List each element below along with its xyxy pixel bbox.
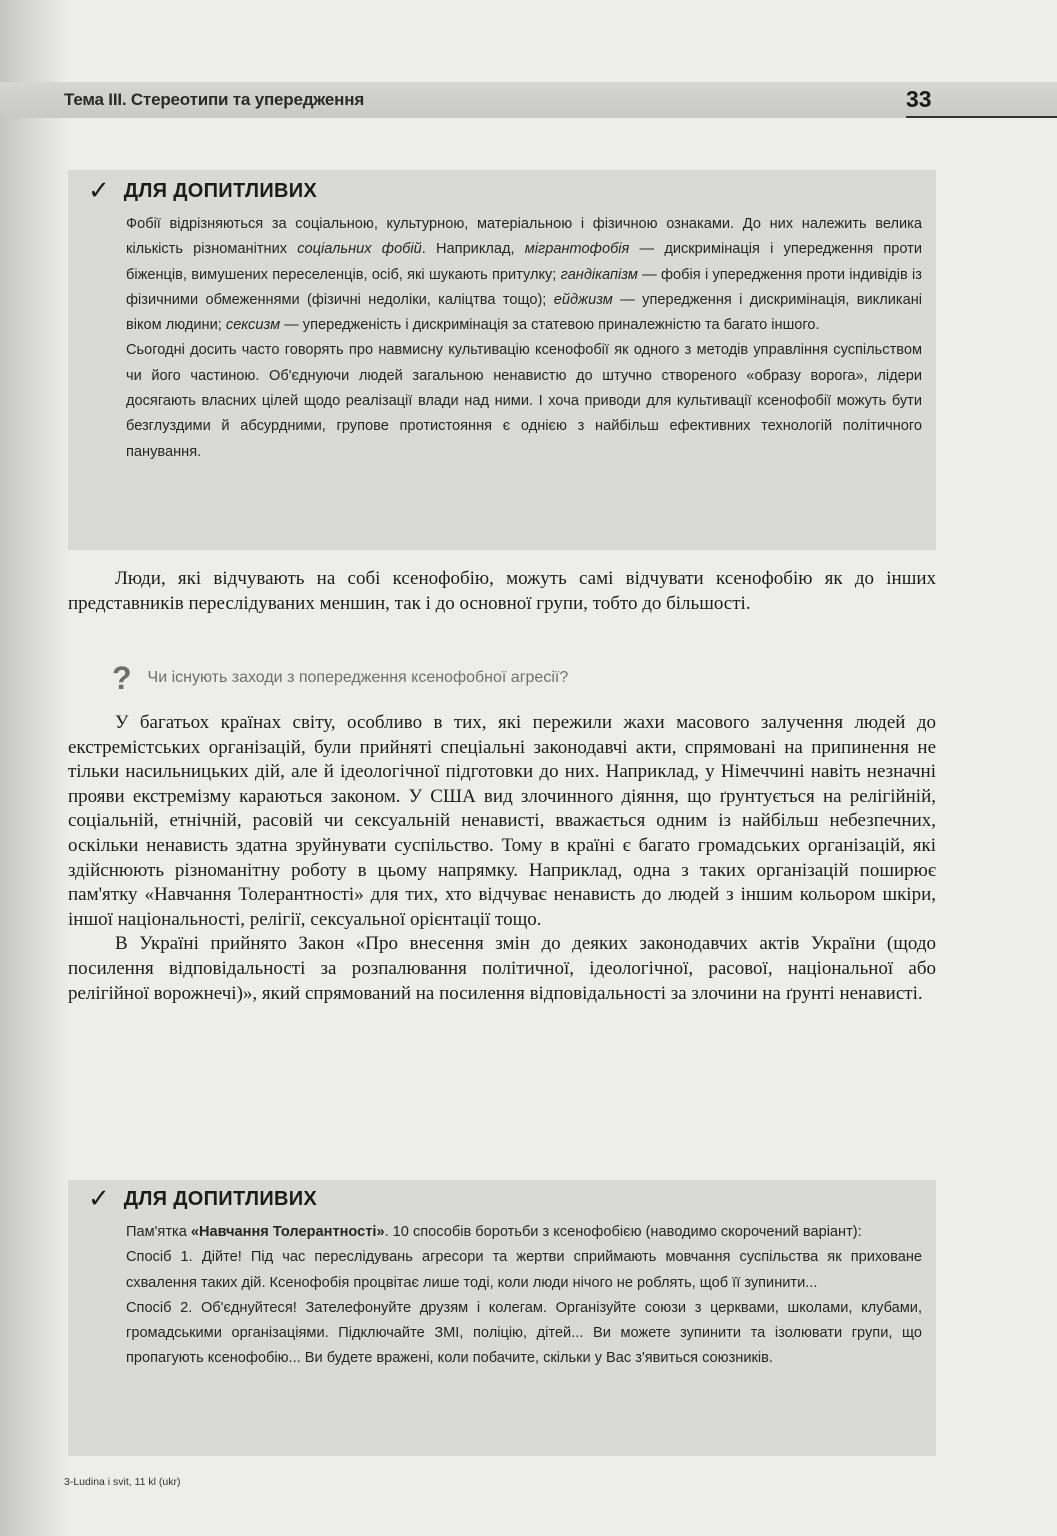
info-box-2-paragraph-1: Пам'ятка «Навчання Толерантності». 10 способів боротьби з ксенофобією (наводимо скорочений варіант):: [126, 1224, 862, 1240]
info-box-2-paragraph-3: Спосіб 2. Об'єднуйтеся! Зателефонуйте друзям і колегам. Організуйте союзи з церквами, школами, клубами, громадськими організаціями. Підключайте ЗМІ, поліцію, дітей... Ви можете зупинити та ізолювати групи, що пропагують ксенофобію... Ви будете вражені, коли побачите, скільки у Вас з'явиться союзників.: [126, 1299, 922, 1367]
info-box-1-paragraph-2: Сьогодні досить часто говорять про навмисну культивацію ксенофобії як одного з методів управління суспільством чи його частиною. Об'єднуючи людей загальною ненавистю до штучно створеного «образу ворога», лідери досягають власних цілей щодо реалізації влади над ними. І хоча приводи для культивації ксенофобії можуть бути безглуздими й абсурдними, групове протистояння є однією з найбільш ефективних технологій політичного панування.: [126, 342, 922, 460]
main-text-2: [68, 711, 936, 1006]
info-box-1-paragraph-1: Фобії відрізняються за соціальною, культурною, матеріальною і фізичною ознаками. До них належить велика кількість різноманітних соціальних фобій. Наприклад, мігрантофобія — дискримінація і упередження проти біженців, вимушених переселенців, осіб, які шукають притулку; гандікапізм — фобія і упередження проти індивідів із фізичними обмеженнями (фізичні недоліки, каліцтва тощо); ейджизм — упередження і дискримінація, викликані віком людини; сексизм — упередженість і дискримінація за статевою приналежністю та багато іншого.: [126, 216, 923, 334]
page-number: 33: [906, 86, 932, 112]
main-paragraph-1: Люди, які відчувають на собі ксенофобію, можуть самі відчувати ксенофобію як до інших представників переслідуваних меншин, так і до основної групи, тобто до більшості.: [68, 568, 936, 614]
header-title: Тема III. Стереотипи та упередження: [64, 90, 365, 109]
info-box-1-text: [126, 212, 922, 465]
info-box-2-paragraph-2: Спосіб 1. Дійте! Під час переслідувань агресори та жертви сприймають мовчання суспільства як приховане схвалення таких дій. Ксенофобія процвітає лише тоді, коли люди нічого не роблять, щоб її зупинити...: [126, 1249, 922, 1291]
main-text-1: [68, 567, 936, 616]
info-box-1-heading: [88, 178, 317, 204]
main-paragraph-3: В Україні прийнято Закон «Про внесення змін до деяких законодавчих актів України (щодо посилення відповідальності за розпалювання політичної, ідеологічної, расової, національної або релігійної ворожнечі)», який спрямований на посилення відповідальності за злочини на ґрунті ненависті.: [68, 933, 936, 1004]
info-box-2-title: ДЛЯ ДОПИТЛИВИХ: [123, 1187, 318, 1210]
check-icon: ✓: [88, 1184, 110, 1214]
question-mark-icon: ?: [112, 660, 132, 696]
info-box-2-text: [126, 1220, 922, 1372]
question-block: [112, 662, 568, 694]
binding-shadow: [0, 0, 70, 1536]
info-box-2-heading: [88, 1186, 317, 1212]
question-text: Чи існують заходи з попередження ксенофобної агресії?: [147, 669, 569, 686]
info-box-1-title: ДЛЯ ДОПИТЛИВИХ: [123, 179, 318, 202]
footer-note: 3-Ludina i svit, 11 kl (ukr): [64, 1476, 181, 1488]
page-number-rule: [906, 116, 1057, 118]
check-icon: ✓: [88, 176, 110, 206]
main-paragraph-2: У багатьох країнах світу, особливо в тих, які пережили жахи масового залучення людей до екстремістських організацій, були прийняті спеціальні законодавчі акти, спрямовані на припинення не тільки насильницьких дій, але й ідеологічної підготовки до них. Наприклад, у Німеччині навіть незначні прояви екстремізму караються законом. У США вид злочинного діяння, що ґрунтується на релігійній, соціальній, етнічній, расовій чи сексуальній ненависті, вважається одним із найбільш небезпечних, оскільки ненависть здатна зруйнувати суспільство. Тому в країні є багато громадських організацій, які здійснюють різноманітну роботу в цьому напрямку. Наприклад, одна з таких організацій поширює пам'ятку «Навчання Толерантності» для тих, хто відчуває ненависть до людей з іншим кольором шкіри, іншої національності, релігії, сексуальної орієнтації тощо.: [68, 712, 936, 930]
